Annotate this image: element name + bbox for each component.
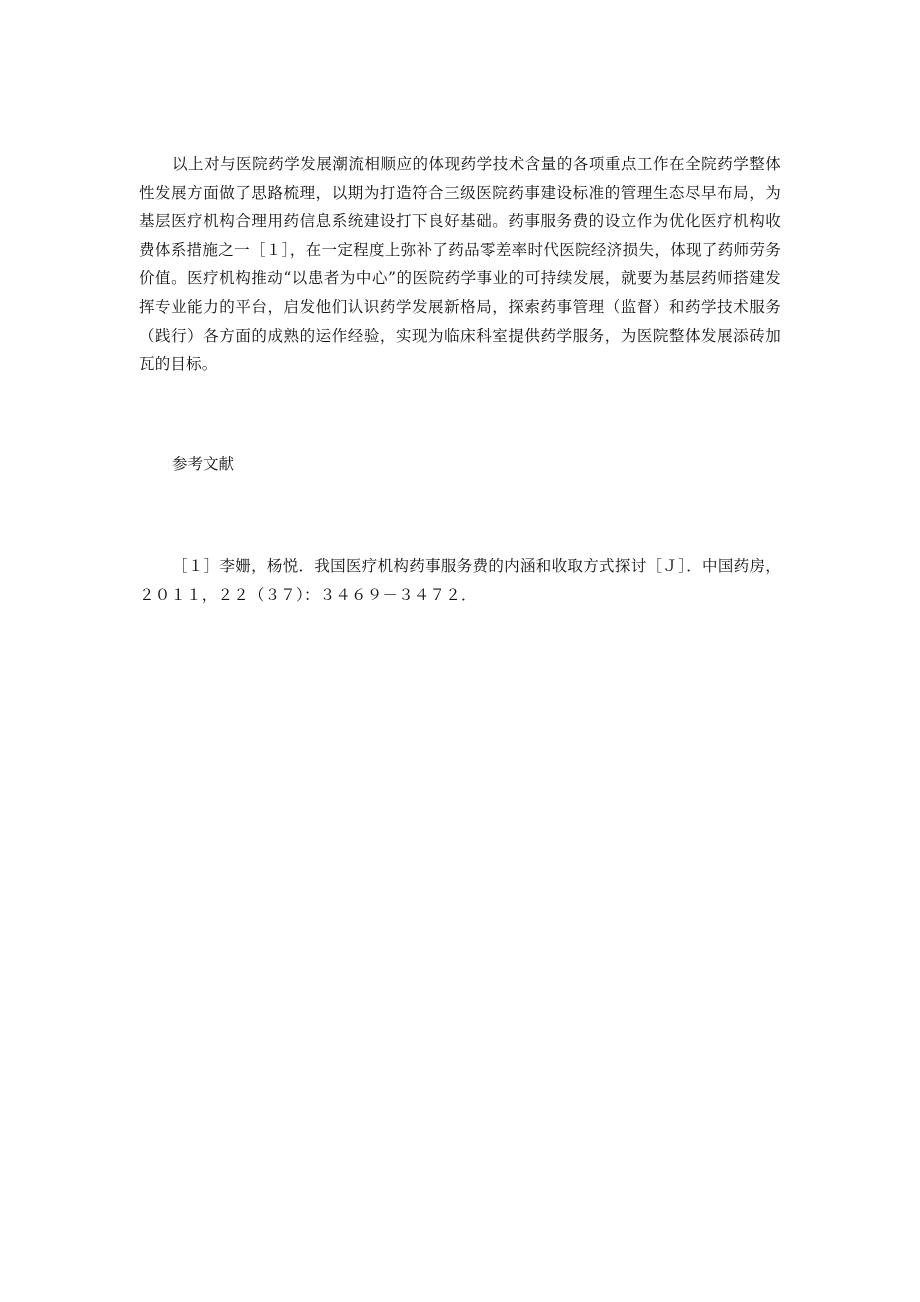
- reference-item: ［１］李姗，杨悦．我国医疗机构药事服务费的内涵和收取方式探讨［Ｊ］．中国药房，２０１１，２２（３７）：３４６９－３４７２．: [139, 557, 781, 604]
- body-paragraph: 以上对与医院药学发展潮流相顺应的体现药学技术含量的各项重点工作在全院药学整体性发展方面做了思路梳理，以期为打造符合三级医院药事建设标准的管理生态尽早布局，为基层医疗机构合理用药信息系统建设打下良好基础。药事服务费的设立作为优化医疗机构收费体系措施之一［１］，在一定程度上弥补了药品零差率时代医院经济损失，体现了药师劳务价值。医疗机构推动“以患者为中心”的医院药学事业的可持续发展，就要为基层药师搭建发挥专业能力的平台，启发他们认识药学发展新格局，探索药事管理（监督）和药学技术服务（践行）各方面的成熟的运作经验，实现为临床科室提供药学服务，为医院整体发展添砖加瓦的目标。: [139, 155, 781, 374]
- references-heading: 参考文献: [172, 455, 235, 473]
